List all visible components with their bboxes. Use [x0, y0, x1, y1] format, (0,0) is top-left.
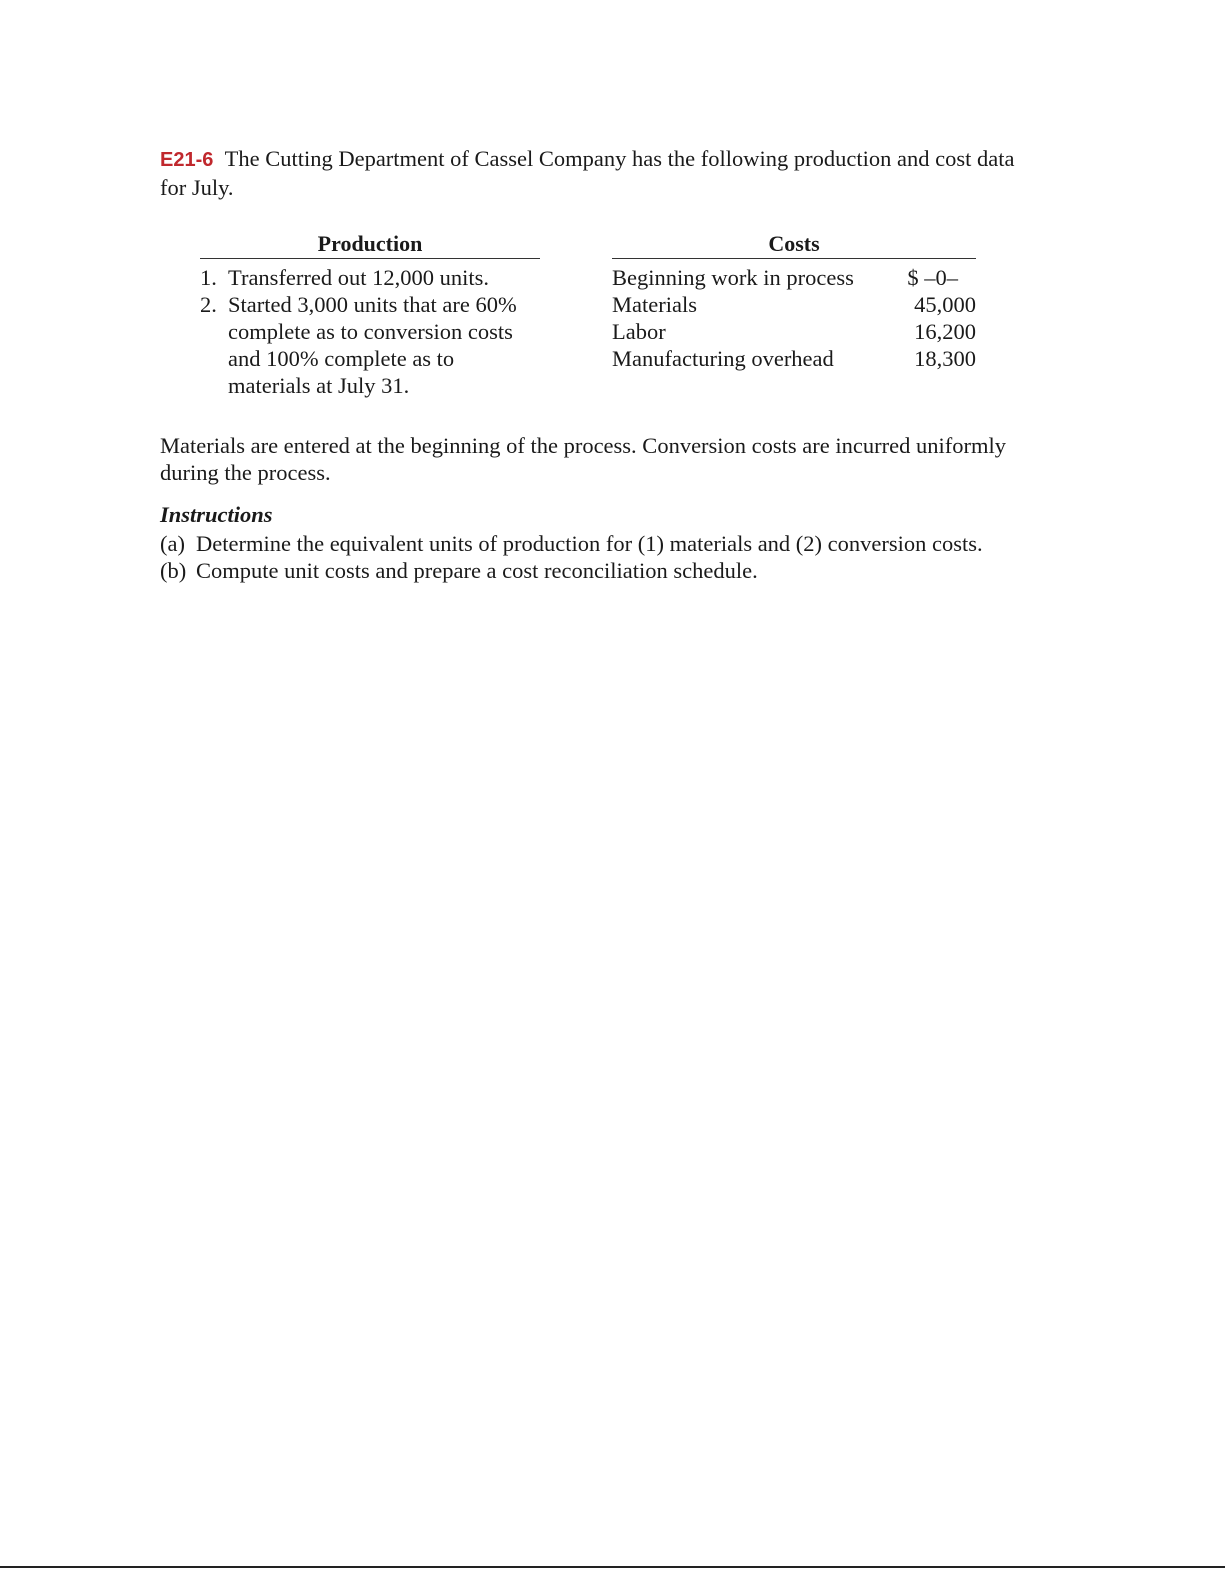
cost-amount: $ –0– — [907, 265, 958, 290]
cost-label: Manufacturing overhead — [612, 346, 834, 371]
production-item-number: 2. — [200, 292, 217, 317]
production-heading: Production — [200, 230, 540, 259]
instruction-text: Compute unit costs and prepare a cost reconciliation schedule. — [196, 558, 758, 583]
page-bottom-rule — [0, 1566, 1225, 1568]
cost-amount: 18,300 — [914, 346, 976, 371]
cost-label: Beginning work in process — [612, 265, 854, 290]
instruction-letter: (b) — [160, 558, 187, 583]
instruction-letter: (a) — [160, 531, 185, 556]
production-column — [200, 230, 540, 399]
instructions-heading: Instructions — [160, 502, 273, 527]
cost-label: Materials — [612, 292, 697, 317]
exercise-intro — [160, 145, 1040, 201]
instructions-list — [160, 530, 1040, 584]
cost-row — [612, 291, 976, 318]
cost-row — [612, 318, 976, 345]
cost-label: Labor — [612, 319, 666, 344]
cost-row — [612, 264, 976, 291]
costs-heading: Costs — [612, 230, 976, 259]
production-item-number: 1. — [200, 265, 217, 290]
instruction-text: Determine the equivalent units of production for (1) materials and (2) conversion costs. — [196, 531, 983, 556]
production-item-text: Started 3,000 units that are 60% complete as to conversion costs and 100% complete as to materials at July 31. — [228, 292, 517, 398]
production-item-text: Transferred out 12,000 units. — [228, 265, 490, 290]
cost-row — [612, 345, 976, 372]
cost-amount: 16,200 — [914, 319, 976, 344]
instruction-item — [160, 530, 1040, 557]
exercise-intro-text: The Cutting Department of Cassel Company has the following production and cost data for July. — [160, 146, 1015, 200]
production-item — [200, 291, 540, 399]
instruction-item — [160, 557, 1040, 584]
process-paragraph: Materials are entered at the beginning of the process. Conversion costs are incurred uniformly during the process. — [160, 433, 1006, 485]
exercise-id: E21-6 — [160, 149, 214, 171]
production-item — [200, 264, 540, 291]
cost-amount: 45,000 — [914, 292, 976, 317]
costs-column — [612, 230, 976, 372]
